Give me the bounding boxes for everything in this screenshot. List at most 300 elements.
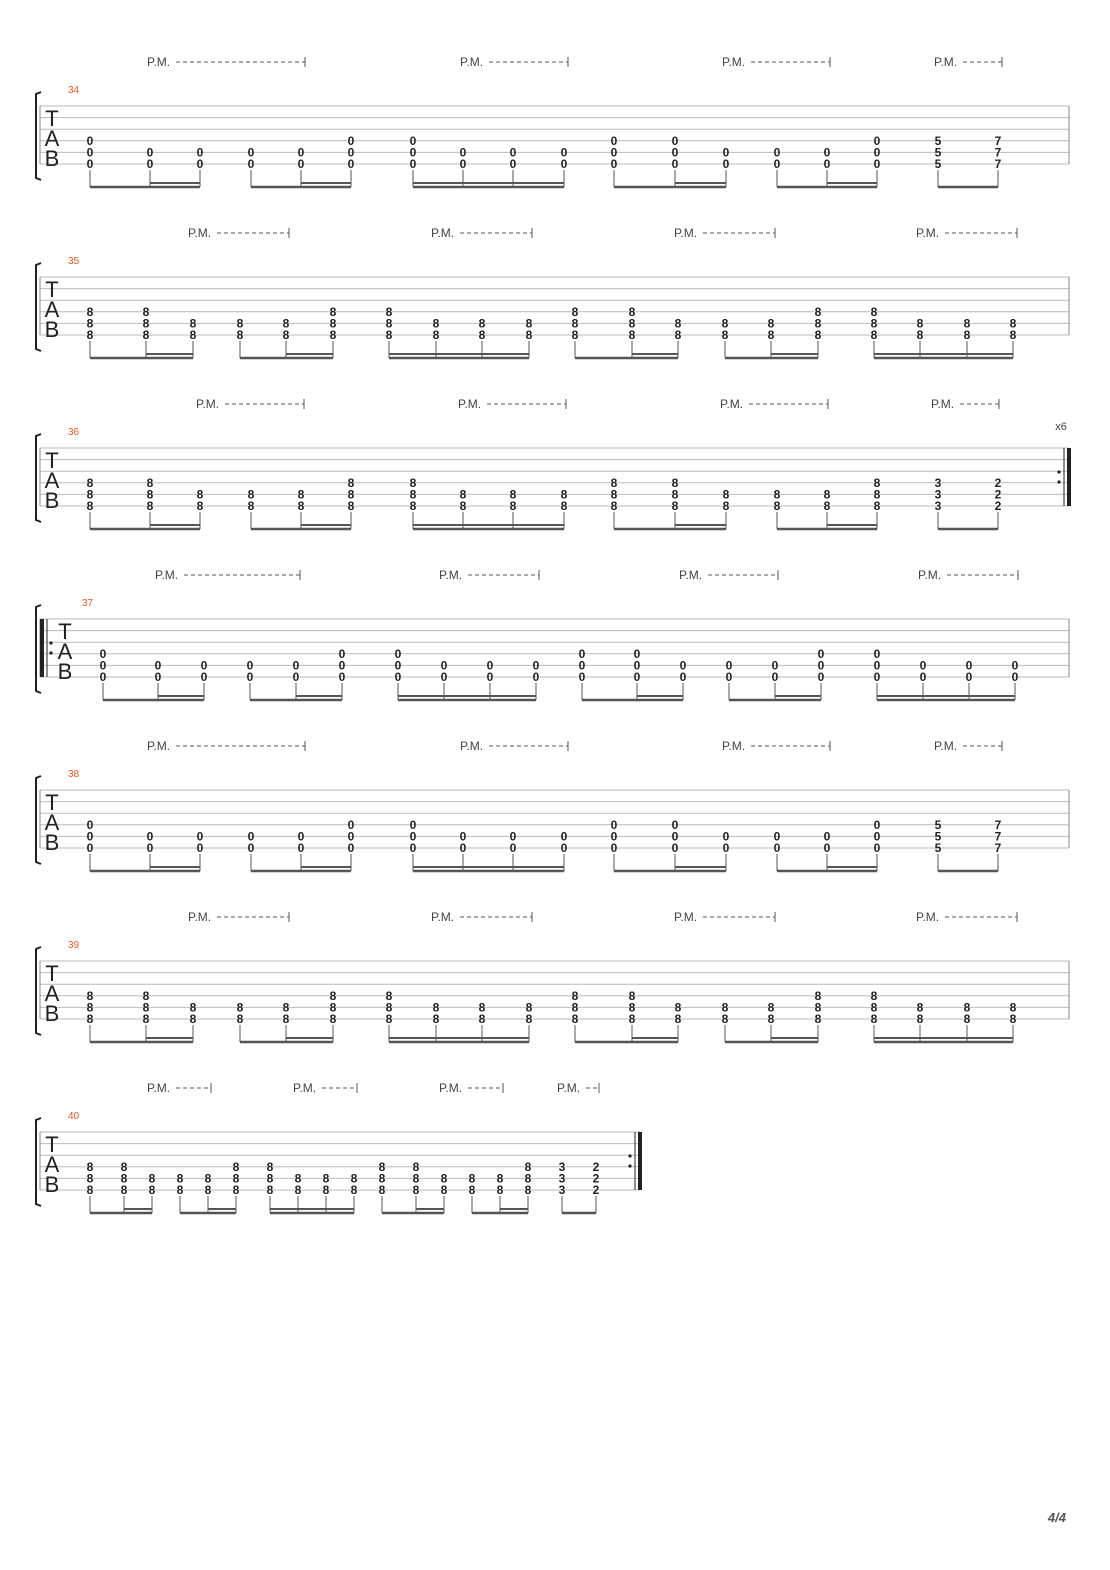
fret-number: 0 — [459, 841, 467, 855]
fret-number: 8 — [870, 328, 878, 342]
fret-number: 8 — [571, 1012, 579, 1026]
fret-number: 8 — [571, 316, 579, 331]
fret-number: 8 — [773, 487, 781, 502]
fret-number: 0 — [578, 646, 586, 661]
fret-number: 8 — [525, 328, 533, 342]
fret-number: 8 — [814, 316, 822, 331]
fret-number: 8 — [814, 1000, 822, 1015]
fret-number: 0 — [459, 829, 467, 844]
fret-number: 0 — [86, 133, 94, 148]
fret-number: 5 — [934, 133, 942, 148]
fret-number: 8 — [232, 1159, 240, 1174]
fret-number: 8 — [963, 316, 971, 331]
fret-number: 0 — [292, 658, 300, 673]
palm-mute-label: P.M. — [439, 568, 463, 582]
fret-number: 8 — [721, 1012, 729, 1026]
fret-number: 8 — [823, 487, 831, 502]
fret-number: 8 — [1009, 316, 1017, 331]
palm-mute-label: P.M. — [147, 1081, 171, 1095]
fret-number: 0 — [196, 145, 204, 160]
fret-number: 8 — [385, 1012, 393, 1026]
fret-number: 8 — [814, 304, 822, 319]
fret-number: 8 — [767, 1000, 775, 1015]
fret-number: 0 — [347, 829, 355, 844]
palm-mute-label: P.M. — [460, 55, 484, 69]
fret-number: 3 — [934, 499, 942, 513]
fret-number: 7 — [994, 145, 1002, 160]
fret-number: 8 — [282, 328, 290, 342]
fret-number: 0 — [578, 670, 586, 684]
fret-number: 0 — [338, 670, 346, 684]
fret-number: 8 — [722, 487, 730, 502]
fret-number: 0 — [247, 145, 255, 160]
palm-mute-label: P.M. — [431, 226, 455, 240]
fret-number: 8 — [478, 1012, 486, 1026]
palm-mute-label: P.M. — [674, 910, 698, 924]
repeat-count: x6 — [1055, 421, 1067, 433]
fret-number: 0 — [771, 658, 779, 673]
fret-number: 0 — [86, 817, 94, 832]
repeat-dot — [49, 651, 52, 654]
page-number: 4/4 — [1047, 1510, 1066, 1525]
palm-mute-label: P.M. — [679, 568, 703, 582]
palm-mute-label: P.M. — [916, 910, 940, 924]
fret-number: 8 — [870, 1000, 878, 1015]
fret-number: 8 — [347, 499, 355, 513]
fret-number: 8 — [478, 1000, 486, 1015]
fret-number: 0 — [965, 658, 973, 673]
fret-number: 8 — [189, 328, 197, 342]
fret-number: 8 — [142, 988, 150, 1003]
fret-number: 8 — [525, 1000, 533, 1015]
fret-number: 3 — [558, 1171, 566, 1186]
palm-mute-label: P.M. — [188, 910, 212, 924]
fret-number: 8 — [294, 1171, 302, 1186]
fret-number: 8 — [176, 1171, 184, 1186]
fret-number: 8 — [767, 1012, 775, 1026]
fret-number: 8 — [814, 988, 822, 1003]
fret-number: 0 — [338, 658, 346, 673]
palm-mute-label: P.M. — [916, 226, 940, 240]
tab-clef-letter: T — [58, 619, 72, 644]
fret-number: 0 — [873, 133, 881, 148]
fret-number: 0 — [965, 670, 973, 684]
tab-clef-letter: T — [45, 790, 59, 815]
fret-number: 0 — [338, 646, 346, 661]
tab-system-38 — [36, 739, 1069, 871]
fret-number: 8 — [236, 1012, 244, 1026]
fret-number: 0 — [196, 829, 204, 844]
fret-number: 0 — [409, 133, 417, 148]
fret-number: 8 — [86, 475, 94, 490]
fret-number: 0 — [409, 841, 417, 855]
fret-number: 8 — [176, 1183, 184, 1197]
tab-system-40 — [36, 1081, 640, 1213]
fret-number: 8 — [294, 1183, 302, 1197]
fret-number: 0 — [347, 133, 355, 148]
fret-number: 8 — [468, 1183, 476, 1197]
fret-number: 8 — [509, 499, 517, 513]
fret-number: 0 — [532, 658, 540, 673]
fret-number: 0 — [773, 145, 781, 160]
fret-number: 8 — [916, 1012, 924, 1026]
fret-number: 8 — [282, 1012, 290, 1026]
tab-clef-letter: B — [44, 317, 60, 342]
fret-number: 8 — [148, 1171, 156, 1186]
fret-number: 0 — [873, 841, 881, 855]
fret-number: 8 — [142, 316, 150, 331]
fret-number: 2 — [592, 1183, 600, 1197]
fret-number: 8 — [236, 1000, 244, 1015]
fret-number: 0 — [440, 670, 448, 684]
fret-number: 0 — [196, 157, 204, 171]
fret-number: 0 — [773, 841, 781, 855]
fret-number: 0 — [532, 670, 540, 684]
palm-mute-label: P.M. — [674, 226, 698, 240]
fret-number: 0 — [725, 670, 733, 684]
fret-number: 0 — [297, 829, 305, 844]
fret-number: 5 — [934, 829, 942, 844]
fret-number: 8 — [378, 1159, 386, 1174]
fret-number: 8 — [870, 316, 878, 331]
palm-mute-label: P.M. — [557, 1081, 581, 1095]
fret-number: 8 — [674, 1000, 682, 1015]
fret-number: 0 — [409, 817, 417, 832]
fret-number: 8 — [329, 304, 337, 319]
fret-number: 8 — [440, 1171, 448, 1186]
fret-number: 8 — [329, 1012, 337, 1026]
fret-number: 8 — [610, 499, 618, 513]
fret-number: 8 — [628, 988, 636, 1003]
fret-number: 0 — [146, 157, 154, 171]
fret-number: 0 — [671, 157, 679, 171]
fret-number: 0 — [823, 157, 831, 171]
fret-number: 0 — [671, 829, 679, 844]
fret-number: 0 — [771, 670, 779, 684]
fret-number: 0 — [633, 670, 641, 684]
fret-number: 0 — [247, 157, 255, 171]
fret-number: 8 — [571, 328, 579, 342]
fret-number: 8 — [86, 988, 94, 1003]
measure-number: 36 — [68, 427, 80, 438]
measure-number: 38 — [68, 769, 80, 780]
tab-clef-letter: T — [45, 1132, 59, 1157]
fret-number: 0 — [247, 829, 255, 844]
palm-mute-label: P.M. — [147, 55, 171, 69]
fret-number: 8 — [571, 304, 579, 319]
fret-number: 8 — [524, 1183, 532, 1197]
fret-number: 0 — [725, 658, 733, 673]
fret-number: 8 — [86, 316, 94, 331]
fret-number: 8 — [873, 499, 881, 513]
fret-number: 0 — [409, 145, 417, 160]
tab-system-39 — [36, 910, 1069, 1042]
fret-number: 0 — [873, 658, 881, 673]
fret-number: 8 — [378, 1183, 386, 1197]
tab-clef-letter: A — [44, 810, 60, 835]
tab-clef-letter: A — [44, 126, 60, 151]
fret-number: 0 — [409, 157, 417, 171]
fret-number: 0 — [633, 658, 641, 673]
fret-number: 0 — [409, 829, 417, 844]
fret-number: 5 — [934, 145, 942, 160]
fret-number: 8 — [440, 1183, 448, 1197]
fret-number: 8 — [963, 1000, 971, 1015]
fret-number: 8 — [86, 304, 94, 319]
fret-number: 0 — [146, 829, 154, 844]
tab-system-36 — [36, 397, 1069, 529]
fret-number: 0 — [560, 829, 568, 844]
fret-number: 0 — [610, 145, 618, 160]
fret-number: 8 — [671, 499, 679, 513]
fret-number: 0 — [873, 646, 881, 661]
tab-clef-letter: B — [44, 1172, 60, 1197]
fret-number: 5 — [934, 157, 942, 171]
fret-number: 8 — [196, 499, 204, 513]
palm-mute-label: P.M. — [293, 1081, 317, 1095]
fret-number: 0 — [773, 829, 781, 844]
fret-number: 7 — [994, 841, 1002, 855]
fret-number: 0 — [86, 841, 94, 855]
fret-number: 0 — [347, 817, 355, 832]
fret-number: 8 — [671, 487, 679, 502]
palm-mute-label: P.M. — [918, 568, 942, 582]
fret-number: 0 — [873, 817, 881, 832]
fret-number: 8 — [870, 988, 878, 1003]
fret-number: 8 — [823, 499, 831, 513]
fret-number: 8 — [412, 1171, 420, 1186]
fret-number: 0 — [1011, 670, 1019, 684]
fret-number: 8 — [963, 1012, 971, 1026]
measure-number: 35 — [68, 256, 80, 267]
fret-number: 0 — [99, 646, 107, 661]
fret-number: 8 — [297, 487, 305, 502]
fret-number: 0 — [817, 670, 825, 684]
fret-number: 8 — [236, 316, 244, 331]
fret-number: 8 — [1009, 1000, 1017, 1015]
tab-clef-letter: T — [45, 961, 59, 986]
palm-mute-label: P.M. — [460, 739, 484, 753]
fret-number: 8 — [86, 499, 94, 513]
fret-number: 0 — [610, 157, 618, 171]
fret-number: 8 — [146, 499, 154, 513]
fret-number: 8 — [86, 487, 94, 502]
fret-number: 0 — [297, 157, 305, 171]
fret-number: 8 — [385, 304, 393, 319]
fret-number: 0 — [873, 145, 881, 160]
fret-number: 8 — [459, 487, 467, 502]
fret-number: 8 — [628, 316, 636, 331]
fret-number: 8 — [459, 499, 467, 513]
fret-number: 0 — [347, 145, 355, 160]
fret-number: 0 — [560, 145, 568, 160]
fret-number: 0 — [154, 658, 162, 673]
fret-number: 8 — [478, 328, 486, 342]
fret-number: 8 — [814, 1012, 822, 1026]
repeat-dot — [49, 641, 52, 644]
fret-number: 0 — [578, 658, 586, 673]
fret-number: 8 — [524, 1171, 532, 1186]
fret-number: 0 — [459, 157, 467, 171]
fret-number: 0 — [823, 829, 831, 844]
fret-number: 0 — [823, 841, 831, 855]
fret-number: 8 — [525, 316, 533, 331]
fret-number: 0 — [919, 670, 927, 684]
fret-number: 8 — [148, 1183, 156, 1197]
fret-number: 0 — [722, 157, 730, 171]
palm-mute-label: P.M. — [147, 739, 171, 753]
fret-number: 3 — [558, 1159, 566, 1174]
fret-number: 0 — [99, 658, 107, 673]
fret-number: 5 — [934, 817, 942, 832]
fret-number: 8 — [1009, 328, 1017, 342]
fret-number: 8 — [409, 487, 417, 502]
fret-number: 8 — [870, 304, 878, 319]
fret-number: 8 — [509, 487, 517, 502]
measure-number: 40 — [68, 1111, 80, 1122]
fret-number: 8 — [671, 475, 679, 490]
fret-number: 8 — [674, 316, 682, 331]
fret-number: 0 — [459, 145, 467, 160]
tab-clef-letter: T — [45, 448, 59, 473]
fret-number: 0 — [486, 658, 494, 673]
fret-number: 0 — [154, 670, 162, 684]
fret-number: 8 — [916, 1000, 924, 1015]
tab-clef-letter: B — [44, 1001, 60, 1026]
repeat-dot — [1057, 470, 1060, 473]
fret-number: 0 — [509, 157, 517, 171]
fret-number: 8 — [322, 1183, 330, 1197]
fret-number: 0 — [1011, 658, 1019, 673]
fret-number: 0 — [297, 145, 305, 160]
fret-number: 0 — [86, 829, 94, 844]
measure-number: 37 — [82, 598, 94, 609]
fret-number: 8 — [350, 1183, 358, 1197]
fret-number: 8 — [674, 1012, 682, 1026]
fret-number: 8 — [329, 988, 337, 1003]
fret-number: 0 — [394, 658, 402, 673]
fret-number: 0 — [722, 841, 730, 855]
fret-number: 8 — [297, 499, 305, 513]
fret-number: 8 — [773, 499, 781, 513]
fret-number: 0 — [394, 646, 402, 661]
fret-number: 8 — [722, 499, 730, 513]
fret-number: 8 — [329, 316, 337, 331]
tab-clef-letter: A — [44, 297, 60, 322]
fret-number: 8 — [571, 988, 579, 1003]
fret-number: 8 — [496, 1183, 504, 1197]
fret-number: 3 — [934, 487, 942, 502]
fret-number: 0 — [440, 658, 448, 673]
fret-number: 8 — [560, 487, 568, 502]
fret-number: 8 — [189, 316, 197, 331]
fret-number: 8 — [496, 1171, 504, 1186]
tab-clef-letter: A — [44, 468, 60, 493]
fret-number: 8 — [146, 487, 154, 502]
palm-mute-label: P.M. — [931, 397, 955, 411]
fret-number: 8 — [266, 1183, 274, 1197]
fret-number: 0 — [817, 646, 825, 661]
fret-number: 8 — [142, 328, 150, 342]
fret-number: 8 — [468, 1171, 476, 1186]
fret-number: 8 — [963, 328, 971, 342]
fret-number: 0 — [679, 658, 687, 673]
fret-number: 8 — [86, 1012, 94, 1026]
fret-number: 8 — [916, 316, 924, 331]
fret-number: 8 — [628, 328, 636, 342]
repeat-dot — [628, 1164, 631, 1167]
fret-number: 0 — [200, 670, 208, 684]
fret-number: 8 — [385, 328, 393, 342]
palm-mute-label: P.M. — [196, 397, 220, 411]
fret-number: 8 — [142, 304, 150, 319]
fret-number: 8 — [86, 328, 94, 342]
fret-number: 8 — [432, 1000, 440, 1015]
fret-number: 0 — [347, 841, 355, 855]
fret-number: 8 — [378, 1171, 386, 1186]
fret-number: 8 — [721, 1000, 729, 1015]
fret-number: 2 — [994, 487, 1002, 502]
tab-system-34 — [36, 55, 1069, 187]
fret-number: 8 — [767, 328, 775, 342]
fret-number: 0 — [671, 145, 679, 160]
fret-number: 0 — [297, 841, 305, 855]
fret-number: 0 — [247, 841, 255, 855]
fret-number: 0 — [486, 670, 494, 684]
repeat-dot — [628, 1154, 631, 1157]
fret-number: 8 — [721, 328, 729, 342]
fret-number: 2 — [592, 1159, 600, 1174]
fret-number: 8 — [189, 1012, 197, 1026]
fret-number: 8 — [120, 1159, 128, 1174]
fret-number: 0 — [722, 829, 730, 844]
fret-number: 8 — [347, 475, 355, 490]
fret-number: 8 — [282, 316, 290, 331]
fret-number: 7 — [994, 157, 1002, 171]
tab-clef-letter: B — [44, 830, 60, 855]
palm-mute-label: P.M. — [155, 568, 179, 582]
fret-number: 8 — [412, 1159, 420, 1174]
fret-number: 8 — [86, 1171, 94, 1186]
fret-number: 8 — [282, 1000, 290, 1015]
fret-number: 0 — [610, 133, 618, 148]
fret-number: 0 — [610, 841, 618, 855]
fret-number: 8 — [628, 1000, 636, 1015]
fret-number: 8 — [347, 487, 355, 502]
fret-number: 8 — [385, 1000, 393, 1015]
fret-number: 8 — [560, 499, 568, 513]
fret-number: 8 — [86, 1159, 94, 1174]
fret-number: 0 — [86, 157, 94, 171]
tab-system-37 — [36, 568, 1069, 700]
fret-number: 0 — [560, 841, 568, 855]
palm-mute-label: P.M. — [934, 739, 958, 753]
palm-mute-label: P.M. — [439, 1081, 463, 1095]
fret-number: 7 — [994, 133, 1002, 148]
fret-number: 8 — [204, 1183, 212, 1197]
fret-number: 8 — [189, 1000, 197, 1015]
fret-number: 8 — [524, 1159, 532, 1174]
fret-number: 0 — [394, 670, 402, 684]
fret-number: 0 — [823, 145, 831, 160]
fret-number: 7 — [994, 829, 1002, 844]
fret-number: 8 — [322, 1171, 330, 1186]
fret-number: 0 — [347, 157, 355, 171]
fret-number: 8 — [409, 475, 417, 490]
fret-number: 8 — [266, 1171, 274, 1186]
fret-number: 0 — [722, 145, 730, 160]
fret-number: 8 — [266, 1159, 274, 1174]
